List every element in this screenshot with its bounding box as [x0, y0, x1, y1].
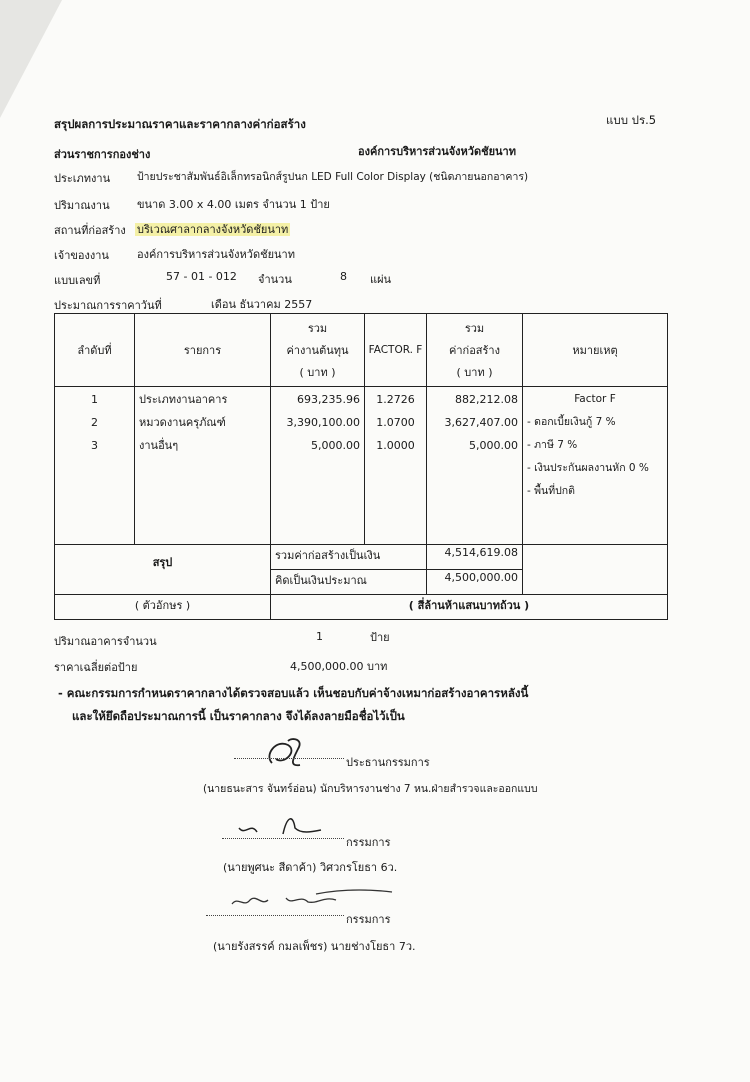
- info-value-location: บริเวณศาลากลางจังหวัดชัยนาท: [137, 223, 289, 236]
- department: ส่วนราชการกองช่าง: [54, 148, 151, 161]
- col-cost: [271, 386, 365, 544]
- col-build: [427, 386, 523, 544]
- row-build: 882,212.08: [455, 392, 518, 406]
- row-no: 3: [91, 438, 98, 452]
- rounded-value: 4,500,000.00: [427, 570, 523, 595]
- info-sheet-unit: แผ่น: [370, 273, 392, 286]
- row-no: 2: [91, 415, 98, 429]
- row-item: งานอื่นๆ: [139, 438, 179, 452]
- info-label-plan-no: แบบเลขที่: [54, 274, 101, 287]
- row-build: 5,000.00: [469, 438, 518, 452]
- signature-name-chairman: (นายธนะสาร จันทร์อ่อน) นักบริหารงานช่าง 7 หน.ฝ่ายสำรวจและออกแบบ: [203, 783, 538, 795]
- total-label: รวมค่าก่อสร้างเป็นเงิน: [271, 545, 427, 570]
- info-value-type: ป้ายประชาสัมพันธ์อิเล็กทรอนิกส์รูปนก LED Full Color Display (ชนิดภายนอกอาคาร): [137, 171, 529, 183]
- folded-corner: [0, 0, 62, 118]
- header-factor: FACTOR. F: [365, 314, 427, 387]
- quantity-value: 1: [316, 630, 323, 643]
- header-cost-line3: ( บาท ): [299, 365, 336, 379]
- form-code: แบบ ปร.5: [606, 113, 657, 127]
- total-row: [55, 545, 668, 570]
- header-build-line2: ค่าก่อสร้าง: [449, 343, 500, 357]
- header-cost: [271, 314, 365, 387]
- header-cost-line2: ค่างานต้นทุน: [286, 343, 349, 357]
- rounded-label: คิดเป็นเงินประมาณ: [271, 570, 427, 595]
- header-build: [427, 314, 523, 387]
- row-cost: 3,390,100.00: [286, 415, 360, 429]
- estimate-table: [54, 313, 668, 620]
- remark-line: - ภาษี 7 %: [527, 438, 578, 451]
- signature-line-committee-1: [222, 838, 344, 839]
- summary-remark-cell: [523, 545, 668, 595]
- info-label-date: ประมาณการราคาวันที่: [54, 299, 162, 312]
- document-title: สรุปผลการประมาณราคาและราคากลางค่าก่อสร้าง: [54, 117, 306, 131]
- signature-name-committee-2: (นายรังสรรค์ กมลเพ็ชร) นายช่างโยธา 7ว.: [213, 940, 416, 953]
- signature-role-chairman: ประธานกรรมการ: [346, 756, 430, 769]
- info-value-owner: องค์การบริหารส่วนจังหวัดชัยนาท: [137, 248, 295, 261]
- signature-role-committee-2: กรรมการ: [346, 913, 391, 926]
- remark-line: - พื้นที่ปกติ: [527, 484, 575, 497]
- header-build-line1: รวม: [464, 321, 485, 335]
- table-body-row: [55, 386, 668, 544]
- table-header-row: [55, 314, 668, 387]
- header-remark: หมายเหตุ: [523, 314, 668, 387]
- summary-label: สรุป: [55, 545, 271, 595]
- header-build-line3: ( บาท ): [456, 365, 493, 379]
- remark-line: - เงินประกันผลงานหัก 0 %: [527, 461, 649, 474]
- row-factor: 1.0000: [376, 438, 415, 452]
- row-factor: 1.2726: [376, 392, 415, 406]
- signature-chairman: [258, 735, 318, 775]
- row-no: 1: [91, 392, 98, 406]
- col-no: [55, 386, 135, 544]
- organization: องค์การบริหารส่วนจังหวัดชัยนาท: [358, 145, 516, 158]
- signature-line-committee-2: [206, 915, 344, 916]
- remark-line: - ดอกเบี้ยเงินกู้ 7 %: [527, 415, 616, 428]
- info-label-location: สถานที่ก่อสร้าง: [54, 224, 126, 237]
- total-value: 4,514,619.08: [427, 545, 523, 570]
- remark-line: Factor F: [574, 392, 616, 405]
- row-cost: 5,000.00: [311, 438, 360, 452]
- signature-role-committee-1: กรรมการ: [346, 836, 391, 849]
- row-build: 3,627,407.00: [444, 415, 518, 429]
- words-value: ( สี่ล้านห้าแสนบาทถ้วน ): [271, 594, 668, 619]
- info-value-sheet-count: 8: [340, 270, 347, 283]
- col-factor: [365, 386, 427, 544]
- header-item: รายการ: [135, 314, 271, 387]
- signature-name-committee-1: (นายพูศนะ สีดาค้า) วิศวกรโยธา 6ว.: [223, 861, 398, 874]
- info-value-plan-no: 57 - 01 - 012: [166, 270, 237, 283]
- col-item: [135, 386, 271, 544]
- info-value-date: เดือน ธันวาคม 2557: [211, 298, 313, 311]
- words-row: [55, 594, 668, 619]
- header-no: ลำดับที่: [55, 314, 135, 387]
- average-value: 4,500,000.00 บาท: [290, 660, 388, 673]
- average-label: ราคาเฉลี่ยต่อป้าย: [54, 661, 138, 674]
- row-item: ประเภทงานอาคาร: [139, 392, 228, 406]
- row-factor: 1.0700: [376, 415, 415, 429]
- col-remark: [523, 386, 668, 544]
- signature-line-chairman: [234, 758, 344, 759]
- quantity-label: ปริมาณอาคารจำนวน: [54, 635, 157, 648]
- info-label-sheet-count: จำนวน: [258, 273, 292, 286]
- words-label: ( ตัวอักษร ): [55, 594, 271, 619]
- info-value-quantity: ขนาด 3.00 x 4.00 เมตร จำนวน 1 ป้าย: [137, 198, 330, 211]
- committee-statement-2: และให้ยึดถือประมาณการนี้ เป็นราคากลาง จึงได้ลงลายมือชื่อไว้เป็น: [72, 709, 405, 723]
- quantity-unit: ป้าย: [370, 631, 390, 644]
- info-label-quantity: ปริมาณงาน: [54, 199, 110, 212]
- info-label-owner: เจ้าของงาน: [54, 249, 109, 262]
- info-label-type: ประเภทงาน: [54, 172, 111, 185]
- row-item: หมวดงานครุภัณฑ์: [139, 415, 226, 429]
- row-cost: 693,235.96: [297, 392, 360, 406]
- header-cost-line1: รวม: [307, 321, 328, 335]
- committee-statement-1: - คณะกรรมการกำหนดราคากลางได้ตรวจสอบแล้ว เห็นชอบกับค่าจ้างเหมาก่อสร้างอาคารหลังนี้: [58, 686, 529, 700]
